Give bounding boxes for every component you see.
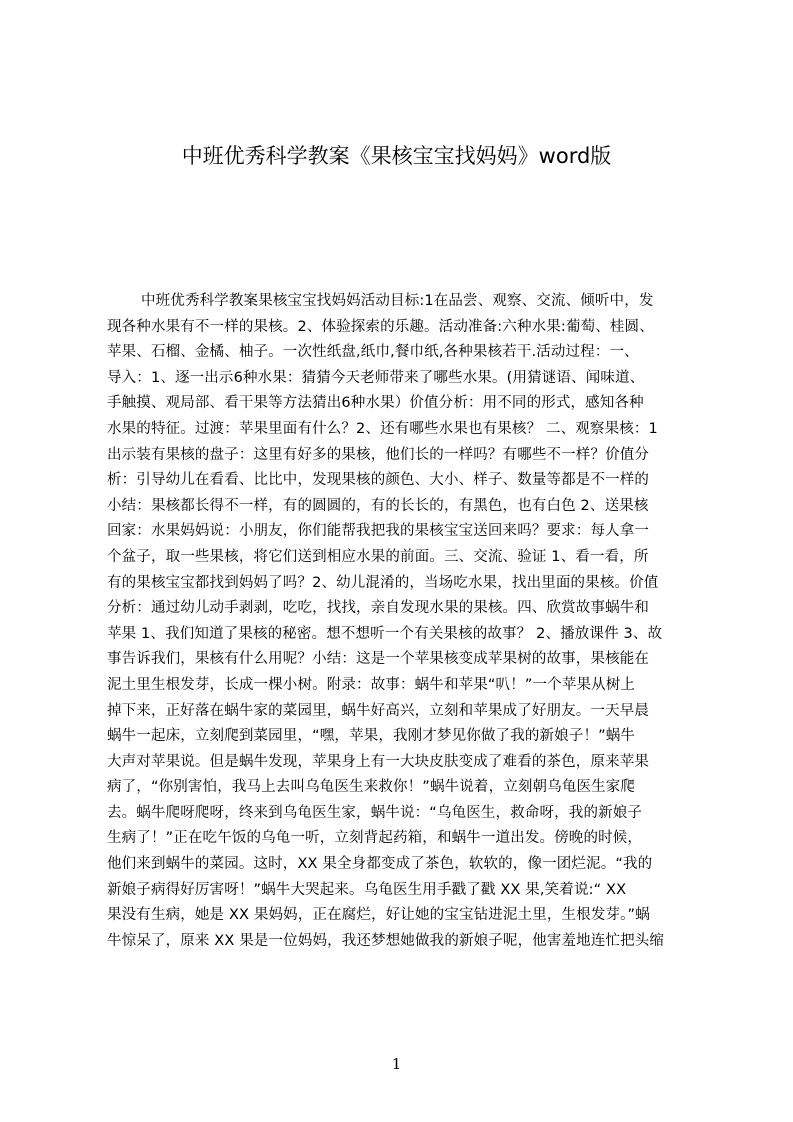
- page-title: 中班优秀科学教案《果核宝宝找妈妈》word版: [181, 144, 612, 168]
- body-line: 病了，“你别害怕，我马上去叫乌龟医生来救你！”蜗牛说着，立刻朝乌龟医生家爬: [107, 779, 636, 796]
- body-line: 分析：通过幼儿动手剥剥，吃吃，找找，亲自发现水果的果核。四、欣赏故事蜗牛和: [107, 600, 650, 617]
- body-line: 大声对苹果说。但是蜗牛发现，苹果身上有一大块皮肤变成了难看的茶色，原来苹果: [107, 753, 650, 770]
- body-line: 事告诉我们，果核有什么用呢？小结：这是一个苹果核变成苹果树的故事，果核能在: [107, 651, 650, 668]
- body-line: 蜗牛一起床，立刻爬到菜园里，“嘿，苹果，我刚才梦见你做了我的新娘子！”蜗牛: [107, 728, 636, 745]
- body-line: 新娘子病得好厉害呀！”蜗牛大哭起来。乌龟医生用手戳了戳 XX 果,笑着说:“ XX: [107, 881, 627, 898]
- body-line: 中班优秀科学教案果核宝宝找妈妈活动目标:1在品尝、观察、交流、倾听中，发: [141, 293, 654, 309]
- body-line: 有的果核宝宝都找到妈妈了吗？2、幼儿混淆的，当场吃水果，找出里面的果核。价值: [107, 574, 659, 591]
- body-line: 现各种水果有不一样的果核。2、体验探索的乐趣。活动准备:六种水果:葡萄、桂圆、: [107, 318, 654, 335]
- body-line: 水果的特征。过渡：苹果里面有什么？2、还有哪些水果也有果核？ 二、观察果核：1: [107, 420, 658, 437]
- body-line: 牛惊呆了，原来 XX 果是一位妈妈，我还梦想她做我的新娘子呢，他害羞地连忙把头缩: [107, 932, 665, 949]
- body-line: 析：引导幼儿在看看、比比中，发现果核的颜色、大小、样子、数量等都是不一样的: [107, 472, 650, 489]
- body-line: 掉下来，正好落在蜗牛家的菜园里，蜗牛好高兴，立刻和苹果成了好朋友。一天早晨: [107, 702, 650, 719]
- body-line: 泥土里生根发芽，长成一棵小树。附录：故事：蜗牛和苹果“叭！”一个苹果从树上: [107, 676, 636, 693]
- body-text: [107, 289, 697, 949]
- body-line: 出示装有果核的盘子：这里有好多的果核，他们长的一样吗？有哪些不一样？价值分: [107, 446, 650, 463]
- body-line: 回家：水果妈妈说：小朋友，你们能帮我把我的果核宝宝送回来吗？要求：每人拿一: [107, 523, 650, 540]
- body-line: 生病了！”正在吃午饭的乌龟一听，立刻背起药箱，和蜗牛一道出发。傍晚的时候，: [107, 830, 643, 847]
- body-line: 手触摸、观局部、看干果等方法猜出6种水果）价值分析：用不同的形式，感知各种: [107, 395, 644, 412]
- body-line: 个盆子，取一些果核，将它们送到相应水果的前面。三、交流、验证 1、看一看，所: [107, 548, 649, 565]
- body-line: 小结：果核都长得不一样，有的圆圆的，有的长长的，有黑色，也有白色 2、送果核: [107, 497, 649, 514]
- body-line: 去。蜗牛爬呀爬呀，终来到乌龟医生家，蜗牛说：“乌龟医生，救命呀，我的新娘子: [107, 804, 643, 821]
- body-line: 果没有生病，她是 XX 果妈妈，正在腐烂，好让她的宝宝钻进泥土里，生根发芽。”蜗: [107, 907, 650, 924]
- body-line: 他们来到蜗牛的菜园。这时，XX 果全身都变成了茶色，软软的，像一团烂泥。“我的: [107, 856, 653, 873]
- page-number: 1: [391, 1055, 402, 1073]
- body-line: 导入：1、逐一出示6种水果：猜猜今天老师带来了哪些水果。(用猜谜语、闻味道、: [107, 369, 645, 386]
- body-line: 苹果、石榴、金橘、柚子。一次性纸盘,纸巾,餐巾纸,各种果核若干.活动过程：一、: [107, 344, 639, 361]
- body-line: 苹果 1、我们知道了果核的秘密。想不想听一个有关果核的故事？ 2、播放课件 3、故: [107, 625, 663, 642]
